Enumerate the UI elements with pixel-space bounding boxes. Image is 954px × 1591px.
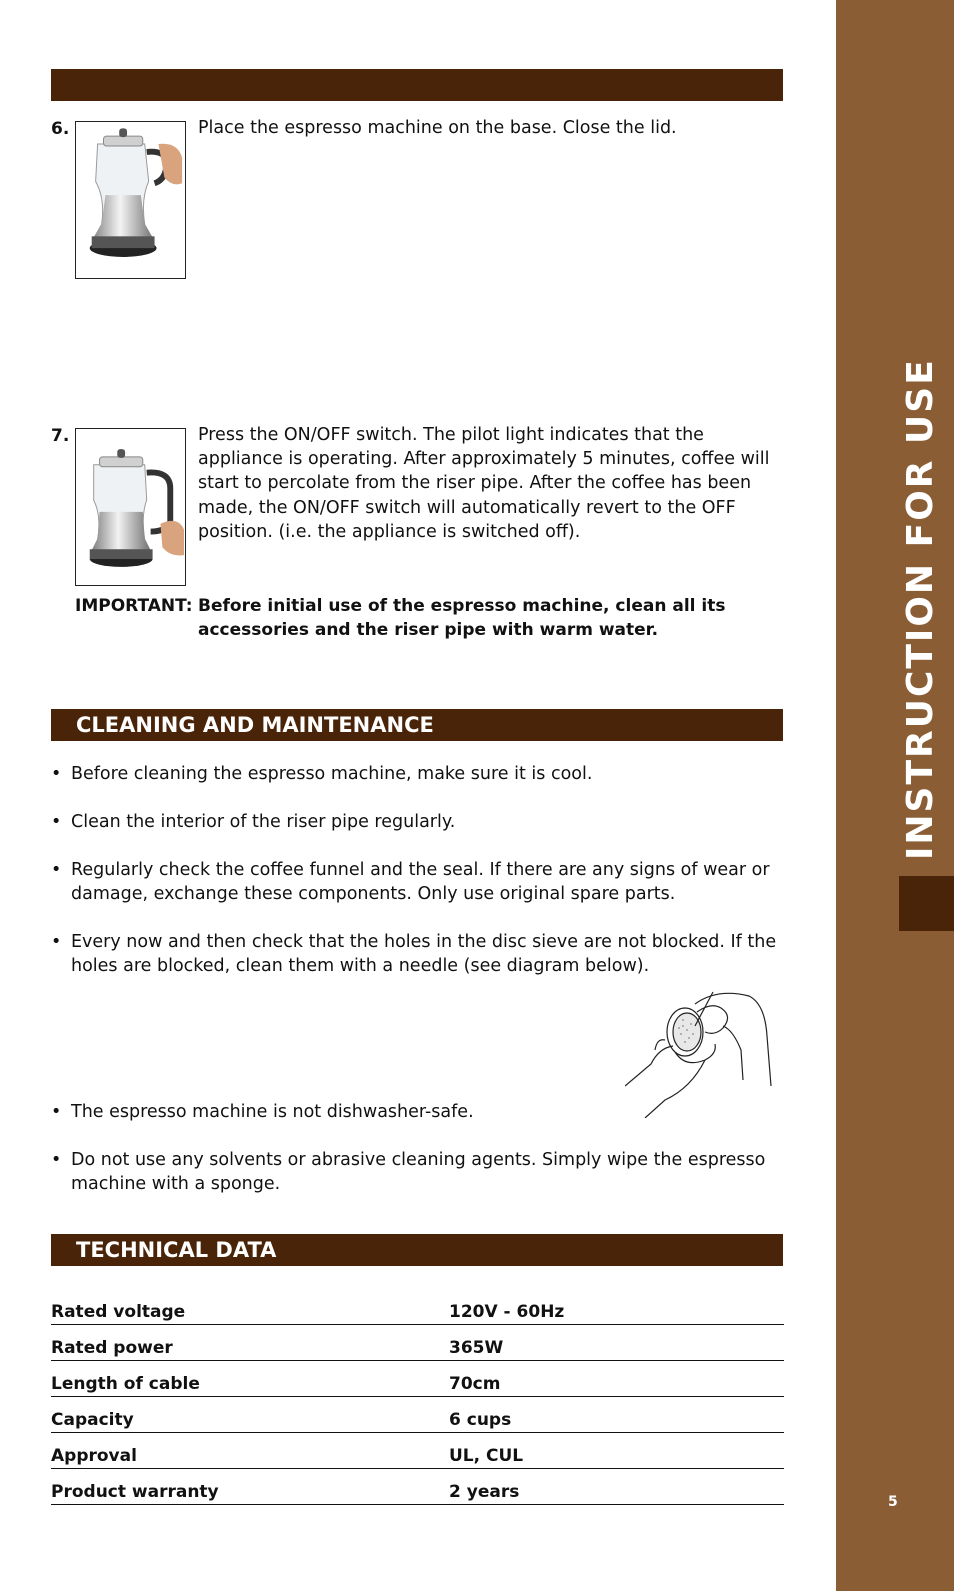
- cleaning-bullet-text: Clean the interior of the riser pipe regularly.: [71, 812, 456, 832]
- step-7-number: 7.: [51, 426, 70, 446]
- step-6-text: Place the espresso machine on the base. Close the lid.: [198, 118, 677, 138]
- step-7-text: Press the ON/OFF switch. The pilot light indicates that the appliance is operating. After approximately 5 minutes, coffee will start to percolate from the riser pipe. After the coffee has been made, the ON/OFF switch will automatically revert to the OFF position. (i.e. the appliance is switched off).: [198, 425, 770, 542]
- espresso-machine-on-base-image: [75, 121, 186, 279]
- spec-label: Approval: [51, 1432, 449, 1468]
- espresso-machine-switch-image: [75, 428, 186, 586]
- table-row: [51, 1360, 784, 1396]
- cleaning-bullet-text: Do not use any solvents or abrasive cleaning agents. Simply wipe the espresso machine with a sponge.: [71, 1150, 766, 1195]
- table-row: [51, 1432, 784, 1468]
- spec-label: Rated voltage: [51, 1288, 449, 1324]
- technical-data-table: [51, 1288, 784, 1505]
- cleaning-bullet-text: The espresso machine is not dishwasher-safe.: [71, 1102, 474, 1122]
- needle-cleaning-diagram: [625, 990, 785, 1118]
- spec-label: Rated power: [51, 1324, 449, 1360]
- cleaning-bullet: • Every now and then check that the holes in the disc sieve are not blocked. If the holes are blocked, clean them with a needle (see diagram below).: [51, 930, 791, 978]
- spec-value: 2 years: [449, 1468, 784, 1504]
- spec-value: 70cm: [449, 1360, 784, 1396]
- cleaning-bullet: • The espresso machine is not dishwasher-safe.: [51, 1100, 791, 1124]
- table-row: [51, 1324, 784, 1360]
- cleaning-bullet: • Before cleaning the espresso machine, make sure it is cool.: [51, 762, 791, 786]
- spec-label: Product warranty: [51, 1468, 449, 1504]
- sidebar-title: INSTRUCTION FOR USE: [900, 358, 941, 860]
- cleaning-bullet-text: Before cleaning the espresso machine, make sure it is cool.: [71, 764, 593, 784]
- cleaning-bullet: • Clean the interior of the riser pipe regularly.: [51, 810, 791, 834]
- step-6-number: 6.: [51, 119, 70, 139]
- spec-value: 120V - 60Hz: [449, 1288, 784, 1324]
- cleaning-bullet-text: Regularly check the coffee funnel and the seal. If there are any signs of wear or damage, exchange these components. Only use original spare parts.: [71, 860, 770, 905]
- sidebar-tab-marker: [899, 876, 954, 931]
- cleaning-bullet-text: Every now and then check that the holes in the disc sieve are not blocked. If the holes are blocked, clean them with a needle (see diagram below).: [71, 932, 777, 977]
- spec-label: Capacity: [51, 1396, 449, 1432]
- page-number: 5: [888, 1494, 898, 1510]
- table-row: [51, 1288, 784, 1324]
- spec-label: Length of cable: [51, 1360, 449, 1396]
- spec-value: 6 cups: [449, 1396, 784, 1432]
- top-section-bar: [51, 69, 783, 101]
- table-row: [51, 1396, 784, 1432]
- cleaning-bullet: • Do not use any solvents or abrasive cleaning agents. Simply wipe the espresso machine with a sponge.: [51, 1148, 791, 1196]
- important-text: Before initial use of the espresso machine, clean all its accessories and the riser pipe with warm water.: [198, 596, 726, 640]
- important-label: IMPORTANT:: [75, 596, 193, 616]
- spec-value: 365W: [449, 1324, 784, 1360]
- cleaning-bullet: • Regularly check the coffee funnel and the seal. If there are any signs of wear or damage, exchange these components. Only use original spare parts.: [51, 858, 791, 906]
- table-row: [51, 1468, 784, 1504]
- spec-value: UL, CUL: [449, 1432, 784, 1468]
- cleaning-heading: CLEANING AND MAINTENANCE: [51, 709, 783, 741]
- technical-heading: TECHNICAL DATA: [51, 1234, 783, 1266]
